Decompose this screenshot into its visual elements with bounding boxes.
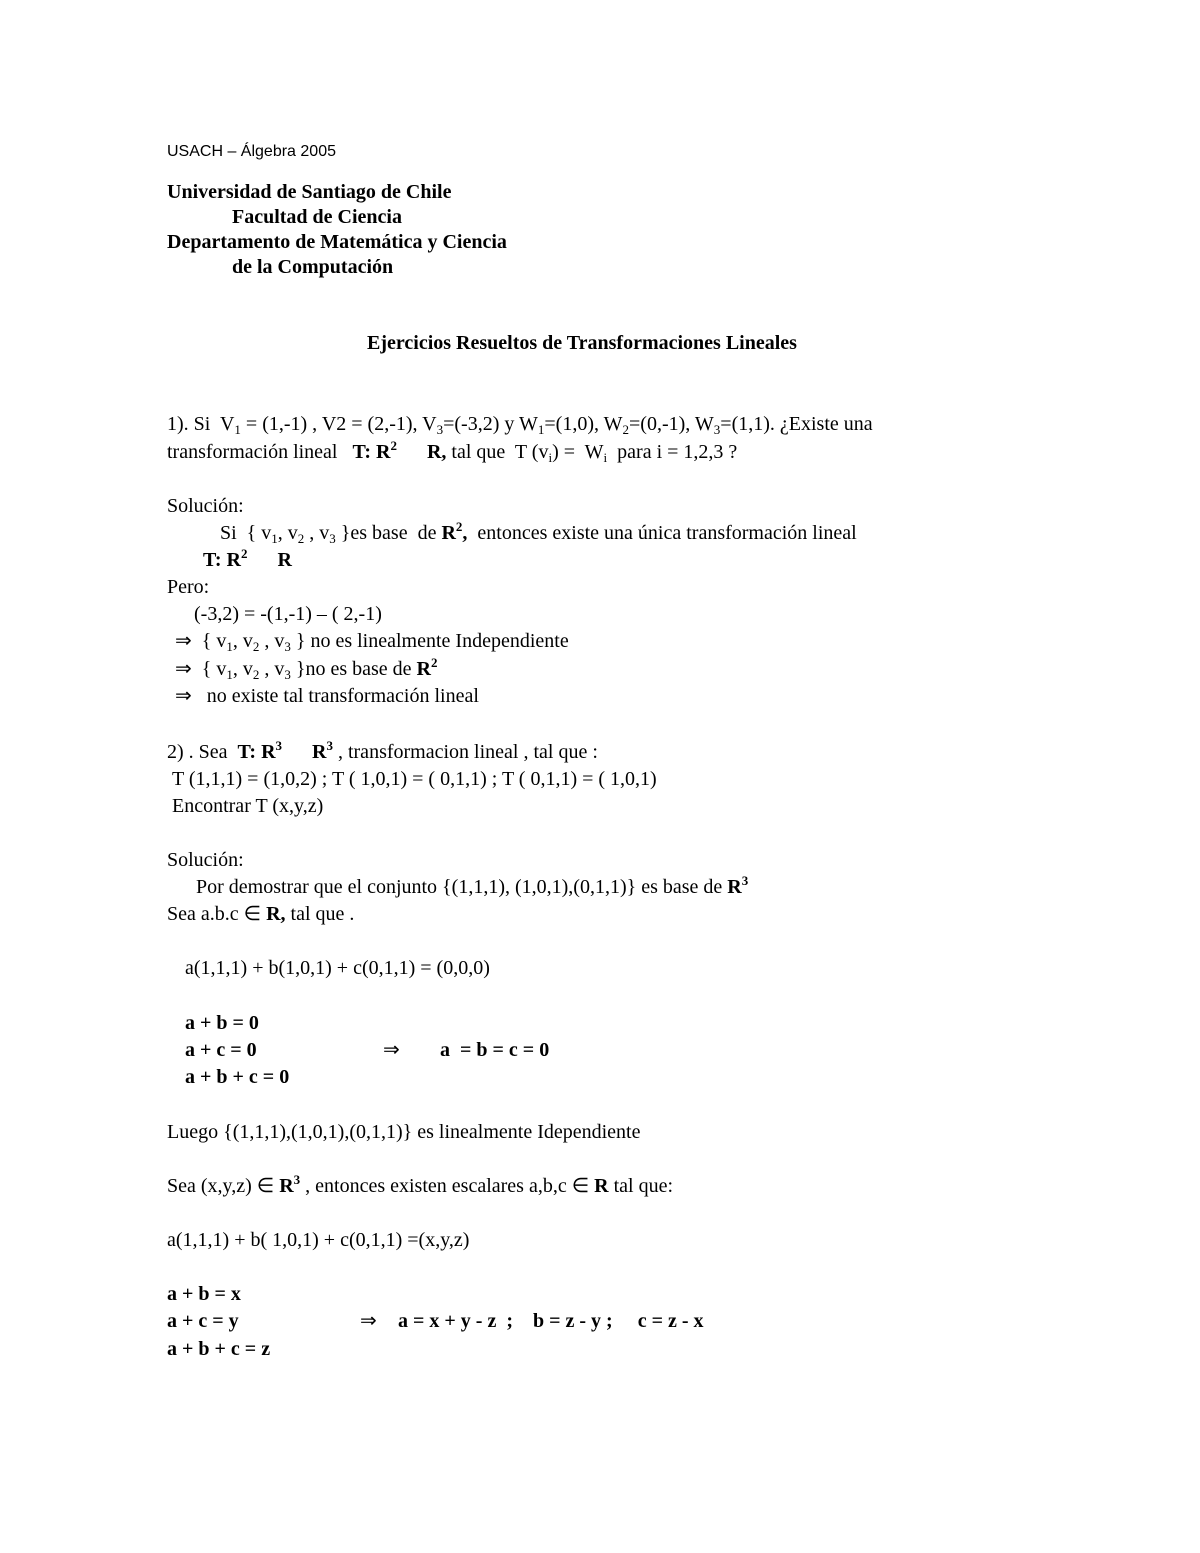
- document-title: Ejercicios Resueltos de Transformaciones Lineales: [367, 332, 797, 354]
- exercise-1-implication-2: ⇒ { $v_1$, $v_2$ , $v_3$ }no es base de $R^2$: [175, 655, 438, 682]
- system-2-implies-symbol: ⇒: [360, 1310, 377, 1332]
- exercise-2-solution-label: Solución:: [167, 849, 244, 871]
- exercise-2-conclusion: Luego {(1,1,1),(1,0,1),(0,1,1)} es linealmente Idependiente: [167, 1121, 641, 1143]
- exercise-2-statement-line1: 2) . Sea T: $R^3$ $R^3$ , transformacion lineal , tal que :: [167, 738, 598, 763]
- exercise-2-statement-line3: Encontrar T (x,y,z): [172, 795, 324, 817]
- exercise-2-general-vector: Sea (x,y,z) ∈ $R^3$ , entonces existen escalares a,b,c ∈ R tal que:: [167, 1172, 674, 1197]
- exercise-1-pero: Pero:: [167, 576, 210, 598]
- exercise-1-implication-3: ⇒ no existe tal transformación lineal: [175, 685, 479, 707]
- system-1-eq-2: a + c = 0: [185, 1039, 257, 1061]
- exercise-2-equation-1: a(1,1,1) + b(1,0,1) + c(0,1,1) = (0,0,0): [185, 957, 490, 979]
- system-2-eq-2: a + c = y: [167, 1310, 239, 1332]
- exercise-1-solution-map: T: $R^2$ R: [203, 546, 292, 571]
- system-2-result: a = x + y - z ; b = z - y ; c = z - x: [398, 1310, 704, 1332]
- exercise-2-equation-2: a(1,1,1) + b( 1,0,1) + c(0,1,1) =(x,y,z): [167, 1229, 470, 1251]
- system-1-result: a = b = c = 0: [440, 1039, 550, 1061]
- exercise-2-statement-line2: T (1,1,1) = (1,0,2) ; T ( 1,0,1) = ( 0,1,1) ; T ( 0,1,1) = ( 1,0,1): [172, 768, 657, 790]
- department-name-line1: Departamento de Matemática y Ciencia: [167, 231, 507, 253]
- exercise-1-equation: (-3,2) = -(1,-1) – ( 2,-1): [194, 603, 382, 625]
- exercise-2-solution-line2: Sea a.b.c ∈ R, tal que .: [167, 903, 355, 925]
- system-2-eq-1: a + b = x: [167, 1283, 241, 1305]
- exercise-1-implication-1: ⇒ { $v_1$, $v_2$ , $v_3$ } no es linealmente Independiente: [175, 630, 569, 654]
- department-name-line2: de la Computación: [232, 256, 394, 278]
- system-1-implies-symbol: ⇒: [383, 1039, 400, 1061]
- running-header: USACH – Álgebra 2005: [167, 143, 336, 160]
- university-name: Universidad de Santiago de Chile: [167, 181, 452, 203]
- exercise-1-solution-line1: Si { $v_1$, $v_2$ , $v_3$ }es base de $R^2$, entonces existe una única transformación lineal: [220, 519, 857, 546]
- exercise-1-statement-line1: 1). Si $V_1 = (1,-1)$ , V2 = (2,-1), $V_3=(-3,2)$ y $W_1=(1,0)$, $W_2=(0,-1)$, $W_3=(1,1)$. ¿Existe una: [167, 413, 873, 437]
- system-2-eq-3: a + b + c = z: [167, 1338, 271, 1360]
- faculty-name: Facultad de Ciencia: [232, 206, 402, 228]
- exercise-1-solution-label: Solución:: [167, 495, 244, 517]
- system-1-eq-3: a + b + c = 0: [185, 1066, 290, 1088]
- exercise-2-solution-line1: Por demostrar que el conjunto {(1,1,1), (1,0,1),(0,1,1)} es base de $R^3$: [196, 873, 749, 898]
- system-1-eq-1: a + b = 0: [185, 1012, 259, 1034]
- exercise-1-statement-line2: transformación lineal T: $R^2$ R, tal que T $(v_i) = W_i$ para i = 1,2,3 ?: [167, 438, 738, 465]
